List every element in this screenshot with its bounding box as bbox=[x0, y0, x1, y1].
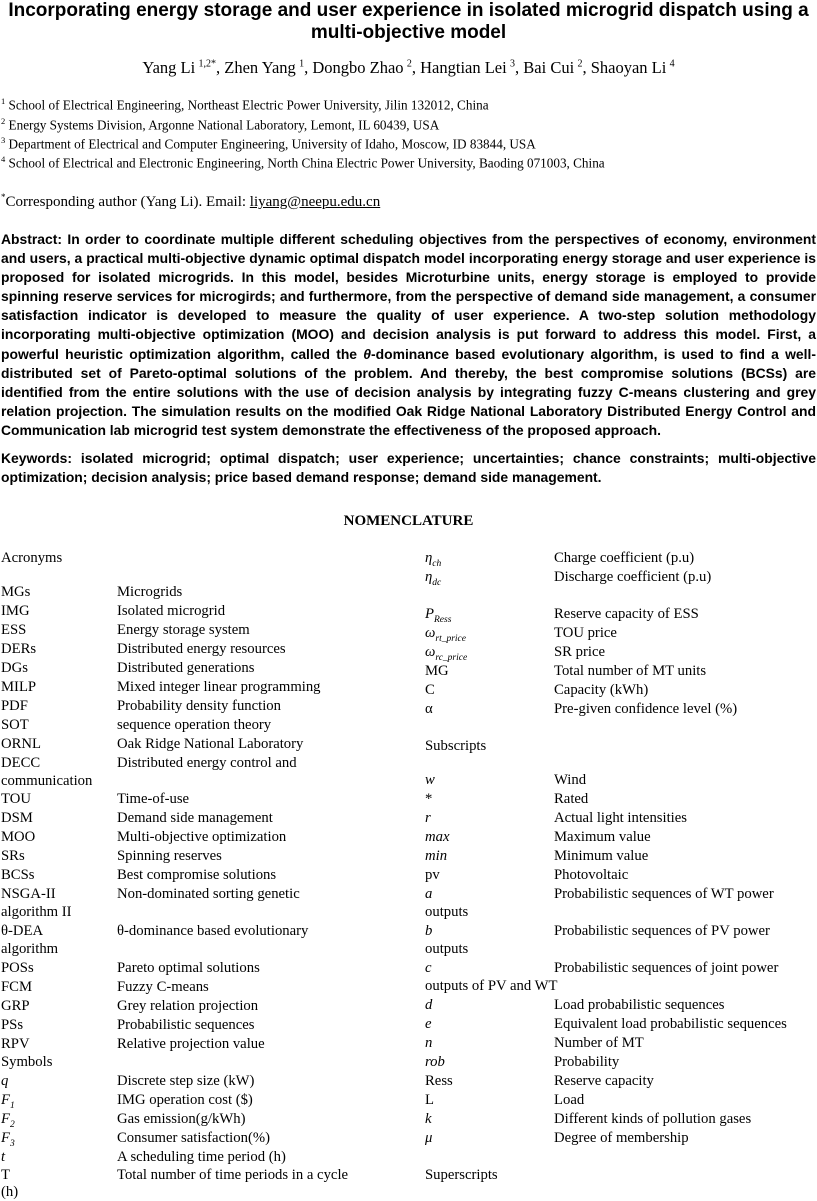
nom-def: Probabilistic sequences of joint power bbox=[554, 960, 779, 976]
nom-def: Discrete step size (kW) bbox=[117, 1073, 255, 1089]
keywords: Keywords: isolated microgrid; optimal dispatch; user experience; uncertainties; chance constraints; multi-objective optimization; decision analysis; price based demand response; demand side management. bbox=[1, 450, 816, 486]
nom-def: Grey relation projection bbox=[117, 998, 259, 1014]
nom-def: θ-dominance based evolutionary bbox=[117, 923, 309, 939]
subscripts-heading: Subscripts bbox=[425, 738, 487, 754]
nom-term: θ-DEA bbox=[1, 923, 44, 939]
affiliation: $^3$ Department of Electrical and Computer Engineering, University of Idaho, Moscow, ID 83844, USA bbox=[1, 135, 536, 152]
nom-def-continued: (h) bbox=[1, 1184, 19, 1200]
nom-term: IMG bbox=[1, 603, 30, 619]
nom-def: Probabilistic sequences of WT power bbox=[554, 886, 774, 902]
nom-def: Relative projection value bbox=[117, 1036, 265, 1052]
superscripts-heading: Superscripts bbox=[425, 1167, 498, 1183]
nom-term: w bbox=[425, 772, 435, 788]
nom-def: Degree of membership bbox=[554, 1130, 689, 1146]
nom-term: T bbox=[1, 1167, 10, 1183]
nom-term: GRP bbox=[1, 998, 30, 1014]
nom-term: e bbox=[425, 1016, 432, 1032]
nom-term: MOO bbox=[1, 829, 36, 845]
nom-def: Wind bbox=[554, 772, 587, 788]
nom-term: min bbox=[425, 848, 448, 864]
nom-def: IMG operation cost ($) bbox=[117, 1092, 253, 1108]
nom-term: SRs bbox=[1, 848, 25, 864]
nom-term: r bbox=[425, 810, 431, 826]
nom-def: Number of MT bbox=[554, 1035, 644, 1051]
paper-title: Incorporating energy storage and user experience in isolated microgrid dispatch using a multi-objective model bbox=[8, 0, 809, 43]
nom-def: SR price bbox=[554, 644, 605, 660]
nom-term: $F_2$ bbox=[1, 1111, 15, 1130]
nom-def: Distributed generations bbox=[117, 660, 255, 676]
nom-term: MILP bbox=[1, 679, 37, 695]
nom-term: $F_1$ bbox=[1, 1092, 15, 1111]
nom-def: Charge coefficient (p.u) bbox=[554, 550, 695, 566]
nom-def: Total number of MT units bbox=[554, 663, 707, 679]
nom-term: α bbox=[425, 701, 433, 717]
nom-def-continued: outputs of PV and WT bbox=[425, 978, 558, 994]
nom-term: NSGA-II bbox=[1, 886, 56, 902]
nom-term: pv bbox=[425, 867, 440, 883]
nom-def: Energy storage system bbox=[117, 622, 250, 638]
nom-term: k bbox=[425, 1111, 432, 1127]
nom-def: Actual light intensities bbox=[554, 810, 687, 826]
email-link[interactable]: liyang@neepu.edu.cn bbox=[249, 194, 381, 210]
nom-def: Pareto optimal solutions bbox=[117, 960, 260, 976]
abstract: Abstract: In order to coordinate multiple different scheduling objectives from the perspectives of economy, environment and users, a practical multi-objective dynamic optimal dispatch model incorporating energy storage and user experience is proposed for isolated microgrids. In this model, besides Microturbine units, energy storage is employed to provide spinning reserve services for microgirds; and furthermore, from the perspective of demand side management, a consumer satisfaction indicator is developed to measure the quality of user experience. A two-step solution methodology incorporating multi-objective optimization (MOO) and decision analysis is put forward to address this model. First, a powerful heuristic optimization algorithm, called the θ-dominance based evolutionary algorithm, is used to find a well-distributed set of Pareto-optimal solutions of the problem. And thereby, the best compromise solutions (BCSs) are identified from the entire solutions with the use of decision analysis by integrating fuzzy C-means clustering and grey relation projection. The simulation results on the modified Oak Ridge National Laboratory Distributed Energy Control and Communication lab microgrid test system demonstrate the effectiveness of the proposed approach. bbox=[1, 231, 816, 438]
nomenclature-heading: NOMENCLATURE bbox=[343, 513, 474, 529]
symbols-heading: Symbols bbox=[1, 1054, 53, 1070]
nom-def: Time-of-use bbox=[117, 791, 190, 807]
author: Yang Li $^{1,2*}$ bbox=[142, 58, 217, 77]
nom-term: DGs bbox=[1, 660, 28, 676]
nom-def: Isolated microgrid bbox=[117, 603, 226, 619]
nom-term: $F_3$ bbox=[1, 1130, 15, 1149]
nom-term: $\omega_{rt\_price}$ bbox=[425, 625, 466, 644]
nom-def: Multi-objective optimization bbox=[117, 829, 287, 845]
nom-def-continued: outputs bbox=[425, 904, 469, 920]
author: Zhen Yang $^1$ bbox=[224, 58, 305, 77]
nom-def: Rated bbox=[554, 791, 589, 807]
nom-term: BCSs bbox=[1, 867, 35, 883]
nom-term: $\eta_{ch}$ bbox=[425, 550, 442, 569]
nom-term: q bbox=[1, 1073, 9, 1089]
nom-term: a bbox=[425, 886, 433, 902]
nom-def: Minimum value bbox=[554, 848, 649, 864]
nom-term: rob bbox=[425, 1054, 445, 1070]
nom-term: DERs bbox=[1, 641, 37, 657]
nom-term: $P_{Ress}$ bbox=[425, 606, 452, 625]
nom-def: Equivalent load probabilistic sequences bbox=[554, 1016, 787, 1032]
nom-term: b bbox=[425, 923, 433, 939]
nom-term: n bbox=[425, 1035, 433, 1051]
nom-def: Photovoltaic bbox=[554, 867, 629, 883]
nom-def: Probabilistic sequences bbox=[117, 1017, 255, 1033]
nom-def: sequence operation theory bbox=[117, 717, 272, 733]
nom-term: L bbox=[425, 1092, 434, 1108]
author: Bai Cui $^2$ bbox=[523, 58, 583, 77]
nom-def: Oak Ridge National Laboratory bbox=[117, 736, 304, 752]
nom-def: Demand side management bbox=[117, 810, 273, 826]
nom-term: MG bbox=[425, 663, 449, 679]
nom-def: Total number of time periods in a cycle bbox=[117, 1167, 349, 1183]
nom-term: PDF bbox=[1, 698, 28, 714]
nom-term: FCM bbox=[1, 979, 33, 995]
corresponding-author: *Corresponding author (Yang Li). Email: liyang@neepu.edu.cn bbox=[1, 192, 381, 210]
nom-term: Ress bbox=[425, 1073, 453, 1089]
nom-term: ESS bbox=[1, 622, 27, 638]
nom-term: t bbox=[1, 1149, 6, 1165]
author-list: Yang Li $^{1,2*}$, Zhen Yang $^1$, Dongbo Zhao $^2$, Hangtian Lei $^3$, Bai Cui $^2$, Shaoyan Li $^4$ bbox=[142, 58, 675, 77]
nom-def: Probability bbox=[554, 1054, 620, 1070]
nom-def: Best compromise solutions bbox=[117, 867, 277, 883]
nom-term: RPV bbox=[1, 1036, 30, 1052]
nom-term: PSs bbox=[1, 1017, 24, 1033]
nom-def: Gas emission(g/kWh) bbox=[117, 1111, 246, 1127]
nom-def: A scheduling time period (h) bbox=[117, 1149, 286, 1165]
nom-def: Non-dominated sorting genetic bbox=[117, 886, 300, 902]
nom-term: POSs bbox=[1, 960, 34, 976]
nom-term: d bbox=[425, 997, 433, 1013]
nom-term: $\eta_{dc}$ bbox=[425, 569, 442, 588]
nom-term: c bbox=[425, 960, 432, 976]
nom-def-continued: algorithm II bbox=[1, 904, 72, 920]
nom-def: Probability density function bbox=[117, 698, 281, 714]
acronyms-heading: Acronyms bbox=[1, 550, 63, 566]
nom-def: Load probabilistic sequences bbox=[554, 997, 725, 1013]
nom-def: Reserve capacity bbox=[554, 1073, 654, 1089]
nom-def: Maximum value bbox=[554, 829, 651, 845]
nom-term: * bbox=[425, 791, 433, 807]
nom-term: SOT bbox=[1, 717, 29, 733]
nom-term: MGs bbox=[1, 584, 31, 600]
nom-def: Probabilistic sequences of PV power bbox=[554, 923, 770, 939]
affiliation: $^2$ Energy Systems Division, Argonne National Laboratory, Lemont, IL 60439, USA bbox=[1, 116, 440, 133]
nom-term: ORNL bbox=[1, 736, 41, 752]
nom-term: TOU bbox=[1, 791, 31, 807]
nom-def: Reserve capacity of ESS bbox=[554, 606, 699, 622]
nom-def: TOU price bbox=[554, 625, 617, 641]
nom-def: Different kinds of pollution gases bbox=[554, 1111, 752, 1127]
nom-def: Mixed integer linear programming bbox=[117, 679, 321, 695]
nom-def-continued: communication bbox=[1, 773, 93, 789]
nom-term: C bbox=[425, 682, 435, 698]
author: Hangtian Lei $^3$ bbox=[420, 58, 516, 77]
nom-term: max bbox=[425, 829, 450, 845]
nom-def: Consumer satisfaction(%) bbox=[117, 1130, 270, 1146]
nom-term: μ bbox=[425, 1130, 433, 1146]
nom-def: Microgrids bbox=[117, 584, 183, 600]
nom-def: Load bbox=[554, 1092, 585, 1108]
nom-def-continued: algorithm bbox=[1, 941, 59, 957]
nom-def: Distributed energy resources bbox=[117, 641, 286, 657]
author: Shaoyan Li $^4$ bbox=[590, 58, 675, 77]
nom-term: DECC bbox=[1, 755, 41, 771]
nom-def: Fuzzy C-means bbox=[117, 979, 209, 995]
nom-def: Capacity (kWh) bbox=[554, 682, 649, 698]
affiliation: $^4$ School of Electrical and Electronic Engineering, North China Electric Power University, Baoding 071003, China bbox=[1, 154, 605, 171]
nom-term: $\omega_{rc\_price}$ bbox=[425, 644, 468, 663]
nom-def: Distributed energy control and bbox=[117, 755, 297, 771]
nom-def: Discharge coefficient (p.u) bbox=[554, 569, 712, 585]
affiliation: $^1$ School of Electrical Engineering, Northeast Electric Power University, Jilin 132012, China bbox=[1, 96, 489, 113]
author: Dongbo Zhao $^2$ bbox=[312, 58, 412, 77]
nom-def: Pre-given confidence level (%) bbox=[554, 701, 738, 717]
nom-def-continued: outputs bbox=[425, 941, 469, 957]
nom-term: DSM bbox=[1, 810, 33, 826]
nom-def: Spinning reserves bbox=[117, 848, 222, 864]
